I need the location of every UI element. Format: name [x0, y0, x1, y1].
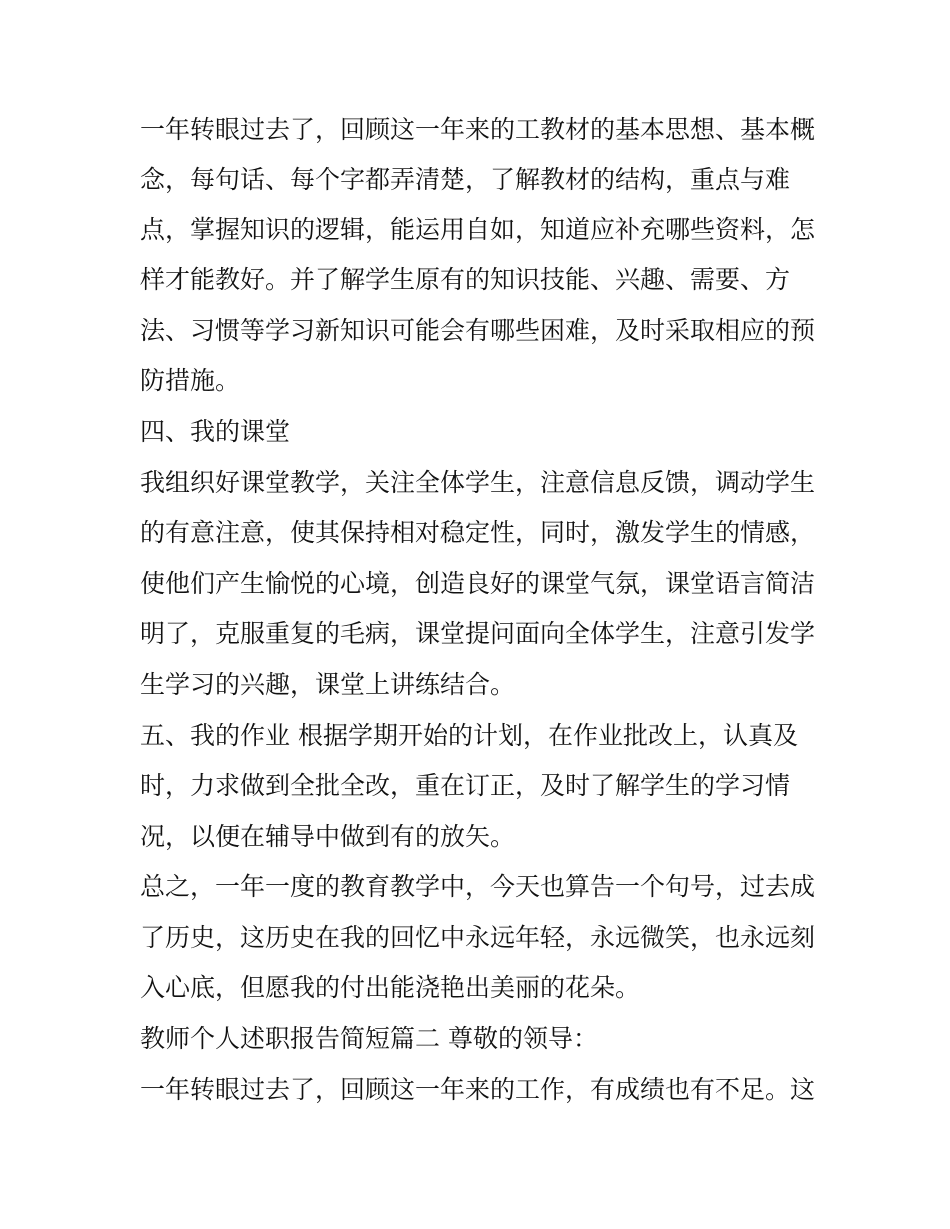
- paragraph-line: 况，以便在辅导中做到有的放矢。: [140, 822, 516, 851]
- paragraph-line: 我组织好课堂教学，关注全体学生，注意信息反馈，调动学生: [140, 468, 816, 497]
- paragraph-line: 防措施。: [140, 366, 241, 395]
- paragraph-line: 使他们产生愉悦的心境，创造良好的课堂气氛，课堂语言简洁: [140, 569, 816, 598]
- section-heading: 四、我的课堂: [140, 417, 291, 446]
- paragraph-line: 样才能教好。并了解学生原有的知识技能、兴趣、需要、方: [140, 265, 791, 294]
- paragraph-line: 点，掌握知识的逻辑，能运用自如，知道应补充哪些资料，怎: [140, 215, 816, 244]
- paragraph-line: 入心底，但愿我的付出能浇艳出美丽的花朵。: [140, 973, 641, 1002]
- paragraph-line: 一年转眼过去了，回顾这一年来的工作，有成绩也有不足。这: [140, 1075, 816, 1104]
- paragraph-line: 总之，一年一度的教育教学中，今天也算告一个句号，过去成: [140, 872, 816, 901]
- paragraph-line: 五、我的作业 根据学期开始的计划，在作业批改上，认真及: [140, 721, 798, 750]
- paragraph-line: 一年转眼过去了，回顾这一年来的工教材的基本思想、基本概: [140, 115, 816, 144]
- paragraph-line: 的有意注意，使其保持相对稳定性，同时，激发学生的情感，: [140, 518, 816, 547]
- paragraph-line: 了历史，这历史在我的回忆中永远年轻，永远微笑，也永远刻: [140, 923, 816, 952]
- paragraph-line: 法、习惯等学习新知识可能会有哪些困难，及时采取相应的预: [140, 316, 816, 345]
- section-heading: 教师个人述职报告简短篇二 尊敬的领导：: [140, 1024, 598, 1053]
- paragraph-line: 念，每句话、每个字都弄清楚，了解教材的结构，重点与难: [140, 165, 791, 194]
- paragraph-line: 生学习的兴趣，课堂上讲练结合。: [140, 670, 516, 699]
- paragraph-line: 明了，克服重复的毛病，课堂提问面向全体学生，注意引发学: [140, 619, 816, 648]
- paragraph-line: 时，力求做到全批全改，重在订正，及时了解学生的学习情: [140, 771, 791, 800]
